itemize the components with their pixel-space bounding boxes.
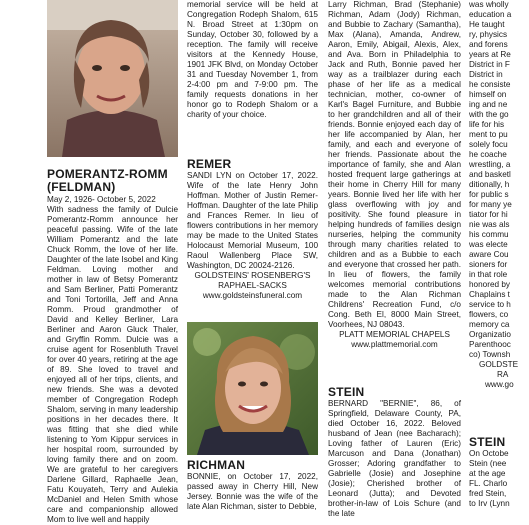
line: ment to pu: [469, 130, 508, 139]
line: for public s: [469, 190, 509, 199]
column-2: [187, 0, 318, 512]
line: years at Re: [469, 50, 511, 59]
line: his commu: [469, 230, 509, 239]
funeral-home-website: www.goldsteinsfuneral.com: [202, 291, 303, 300]
line: ing and ne: [469, 100, 508, 109]
obituary-name-richman: RICHMAN: [187, 458, 246, 472]
line: service to h: [469, 300, 511, 309]
line: education a: [469, 10, 512, 19]
funeral-home-platt-website: www.plattmemorial.com: [351, 340, 438, 349]
line: District in: [469, 70, 503, 79]
column-4-cropped: [469, 0, 529, 512]
line: he consiste: [469, 80, 511, 89]
line: solely focu: [469, 140, 508, 149]
line: at the age: [469, 469, 506, 478]
line: Organizatio: [469, 330, 511, 339]
line: co) Townsh: [469, 350, 511, 359]
line: with the go: [469, 110, 509, 119]
line: ditionally, h: [469, 180, 510, 189]
line: to Irv (Lynn: [469, 499, 510, 508]
line: wrestling, a: [469, 160, 511, 169]
obituary-body-richman-continued: Larry Richman, Brad (Stephanie) Richman, Adam (Jody) Richman, and Bubbie to Zachary (Samantha), Max (Alana), Amanda, Andrew, Aaron, Emily, Abigail, Alexis, Alex, and Ava. Born in Philadelphia to Jack and Ruth, Bonnie paved her way as a trailblazer during each phase of her life as a medical technician, mother, co-owner of Karl's Bagel Furniture, and Bubbie to her grandchildren and all of their friends. Bonnie enjoyed each day of her life accompanied by Alan, her family, and each and everyone of her friends. Passionate about the importance of family, she and Alan hosted frequent large gatherings at their home in Cherry Hill for many years. Bonnie lived her life with her glass overflowing with joy and positivity. She found pleasure in helping hundreds of families design nurseries, helping the community through many charities related to children and as a Bubbie to each and everyone that crossed her path. In lieu of flowers, the family welcomes memorial contributions made to the Alan Richman Childrens' Recreation Fund, c/o Cong. Beth El, 8000 Main Street, Voorhees, NJ 08043.: [328, 0, 461, 329]
column-1: [47, 0, 178, 524]
line: Stein (nee: [469, 459, 507, 468]
column-4-text-bottom: [469, 449, 529, 509]
column-4-text-top: [469, 0, 529, 360]
line: nie was als: [469, 220, 510, 229]
line: Chaplains t: [469, 290, 510, 299]
line: He taught: [469, 20, 505, 29]
funeral-home-goldsteins: GOLDSTEINS' ROSENBERG'S RAPHAEL-SACKS: [194, 271, 311, 290]
line: www.go: [485, 380, 514, 389]
line: he coache: [469, 150, 507, 159]
line: was wholly: [469, 0, 509, 9]
obituary-dates: May 2, 1926- October 5, 2022: [47, 195, 156, 204]
line: On Octobe: [469, 449, 509, 458]
obituary-body-richman: BONNIE, on October 17, 2022, passed away in Cherry Hill, New Jersey. Bonnie was the wife of the late Alan Richman, sister to Debbie,: [187, 472, 318, 511]
line: tiator for hi: [469, 210, 508, 219]
line: aware Cou: [469, 250, 509, 259]
memorial-service-text: memorial service will be held at Congregation Rodeph Shalom, 615 N. Broad Street at 1:30pm on Sunday, October 30, followed by a reception. The family will receive visitors at the Kennedy House, 1901 JFK Blvd, on Monday October 31 and Tuesday November 1, from 2-4:00 pm and 7-9:00 pm. The family requests donations in her honor go to Rodeph Shalom or a charity of your choice.: [187, 0, 318, 119]
line: for many ye: [469, 200, 512, 209]
line: honored by: [469, 280, 510, 289]
obituary-body-remer: SANDI LYN on October 17, 2022. Wife of the late Henry John Hoffman. Mother of Justin Remer-Hoffman. Daughter of the late Philip and Frances Remer. In lieu of flowers contributions in her memory may be made to the United States Holocaust Memorial Museum, 100 Raoul Wallenberg Place SW, Washington, DC 20024-2126.: [187, 171, 318, 270]
line: fred Stein,: [469, 489, 507, 498]
line: District in F: [469, 60, 510, 69]
line: and basketl: [469, 170, 511, 179]
line: ry, physics: [469, 30, 508, 39]
line: Parenthooc: [469, 340, 511, 349]
obituary-body-stein: BERNARD "BERNIE", 86, of Springfield, Delaware County, PA, died October 16, 2022. Beloved husband of Jean (nee Bacharach); Loving father of Lauren (Eric) Marcuson and Dana (Jonathan) Grosser; Adoring grandfather to Gabrielle (Josie) and Josephine (Josie); Cherished brother of Leonard (Jutta); and Devoted brother-in-law of Lois Schure (and the late: [328, 399, 461, 518]
line: in that role: [469, 270, 508, 279]
obituary-body-pomerantz-romm: With sadness the family of Dulcie Pomerantz-Romm announce her peaceful passing. Wife of the late William Pomerantz and the late Chuck Romm, the love of her life. Daughter of the late Isobel and King Feldman. Loving mother and mother in law of Betsy Pomerantz and Sam Berliner, Patti Pomerantz and Toni Tortorilla, Jeff and Anna Romm. Proud grandmother of David and Kelley Berliner, Lara Berliner and Aaron Gluck Thaler, and Gryffin Romm. Dulcie was a cruise agent for Rosenbluth Travel for over 40 years, retiring at the age of 89. She loved to travel and enjoyed all of her trips, clients, and new friends. She was a devoted member of Congregation Rodeph Shalom, serving in many leadership positions in her decades there. It was fitting that she died while listening to Yom Kippur services in her hospital room, surrounded by loving family there and on zoom. We are grateful to her caregivers Darlene Gillard, Raphaelle Jean, Fatu Kouyateh, Terry and Aulekia McDaniel and Helen Smith whose care and companionship allowed Mom to live well and happily: [47, 205, 178, 524]
richman-photo: [187, 322, 318, 455]
line: GOLDSTE: [479, 360, 519, 369]
obituary-name-stein: STEIN: [328, 385, 365, 399]
pomerantz-romm-photo: [47, 0, 178, 157]
line: RA: [497, 370, 509, 379]
line: life for his: [469, 120, 505, 129]
obituary-name-pomerantz-romm: POMERANTZ-ROMM (FELDMAN): [47, 167, 168, 194]
funeral-home-platt: PLATT MEMORIAL CHAPELS: [339, 330, 450, 339]
line: memory ca: [469, 320, 510, 329]
column-4-funeral-home: [469, 360, 529, 390]
line: sioners for: [469, 260, 508, 269]
line: and forens: [469, 40, 508, 49]
obituary-name-stein-2: STEIN: [469, 435, 506, 449]
obituary-name-remer: REMER: [187, 157, 232, 171]
line: flowers, co: [469, 310, 509, 319]
line: FL. Charlo: [469, 479, 508, 488]
column-3: [328, 0, 461, 518]
line: was electe: [469, 240, 508, 249]
line: himself on: [469, 90, 507, 99]
